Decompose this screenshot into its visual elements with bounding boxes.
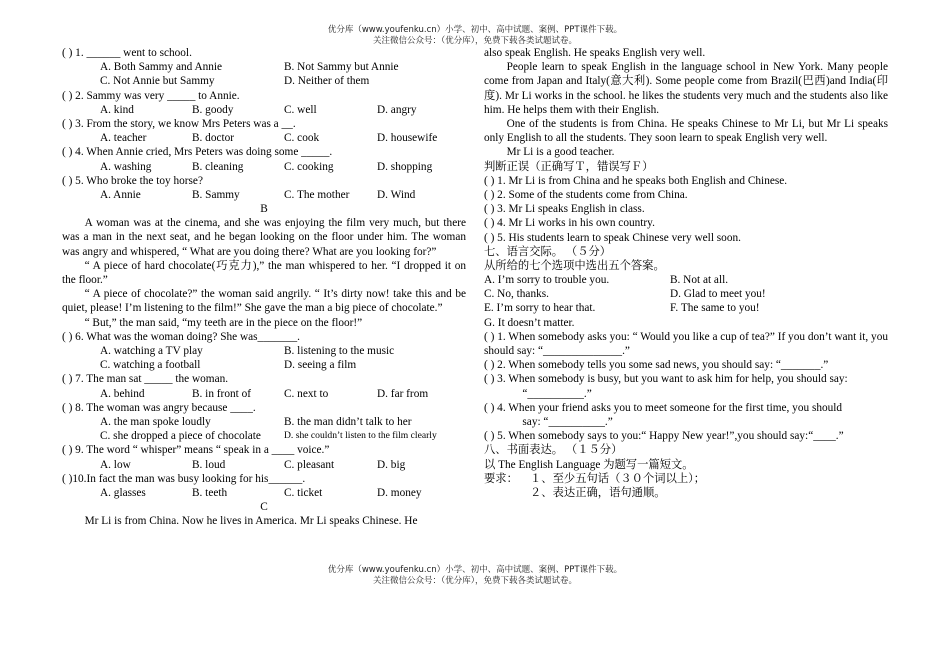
section-7-instruction: 从所给的七个选项中选出五个答案。 bbox=[484, 259, 665, 272]
dialogue-question-4-answer: say: “__________.” bbox=[522, 416, 613, 429]
option-b: B. loud bbox=[192, 458, 226, 471]
left-column bbox=[62, 46, 466, 529]
question-3-stem: ( ) 3. From the story, we know Mrs Peters was a __. bbox=[62, 117, 296, 130]
passage-b-paragraph-2: “ A piece of hard chocolate(巧克力),” the man whispered to her. “I dropped it on the floor.” bbox=[62, 259, 466, 287]
passage-c-paragraph-3: One of the students is from China. He speaks Chinese to Mr Li, but Mr Li speaks only English to all the students. They soon learn to speak English very well. bbox=[484, 118, 888, 145]
option-a: A. the man spoke loudly bbox=[100, 416, 211, 428]
dialogue-options-row-3 bbox=[484, 301, 888, 315]
requirement-label: 要求： bbox=[484, 472, 518, 485]
option-c: C. watching a football bbox=[100, 359, 201, 372]
option-b: B. the man didn’t talk to her bbox=[284, 416, 412, 428]
dialogue-option-f: F. The same to you! bbox=[670, 302, 760, 315]
option-d: D. Neither of them bbox=[284, 75, 370, 88]
section-8-topic: 以 The English Language 为题写一篇短文。 bbox=[484, 458, 694, 471]
page-footer bbox=[0, 565, 950, 587]
option-c: C. Not Annie but Sammy bbox=[100, 75, 215, 88]
question-10-stem: ( )10.In fact the man was busy looking for his______. bbox=[62, 472, 306, 485]
option-b: B. Sammy bbox=[192, 188, 240, 201]
dialogue-question-5: ( ) 5. When somebody says to you:“ Happy New year!”,you should say:“____.” bbox=[484, 430, 844, 443]
true-false-item-5: ( ) 5. His students learn to speak Chinese very well soon. bbox=[484, 231, 741, 244]
passage-b-paragraph-3: “ A piece of chocolate?” the woman said angrily. “ It’s dirty now! take this and be quiet, please! I’m listening to the film!” She gave the man a big piece of chocolate.” bbox=[62, 288, 466, 315]
question-6-options-row-1 bbox=[62, 344, 466, 358]
question-6-stem: ( ) 6. What was the woman doing? She was_______. bbox=[62, 330, 300, 343]
option-c: C. ticket bbox=[284, 486, 323, 499]
option-d: D. angry bbox=[377, 103, 417, 116]
dialogue-question-1: ( ) 1. When somebody asks you: “ Would you like a cup of tea?” If you don’t want it, you should say: “______________.” bbox=[484, 330, 888, 358]
true-false-title: 判断正误（正确写Ｔ，错误写Ｆ） bbox=[484, 160, 654, 173]
true-false-item-4: ( ) 4. Mr Li works in his own country. bbox=[484, 217, 655, 230]
dialogue-option-c: C. No, thanks. bbox=[484, 288, 549, 301]
dialogue-options-row-1 bbox=[484, 273, 888, 287]
header-line-2: 关注微信公众号：（优分库），免费下载各类试题试卷。 bbox=[372, 36, 577, 46]
right-column bbox=[484, 46, 888, 500]
passage-c-paragraph-1-end: also speak English. He speaks English very well. bbox=[484, 47, 706, 59]
dialogue-option-b: B. Not at all. bbox=[670, 274, 729, 287]
option-a: A. glasses bbox=[100, 486, 146, 499]
question-8-options-row-1 bbox=[62, 415, 466, 429]
option-d: D. far from bbox=[377, 387, 429, 400]
option-b: B. listening to the music bbox=[284, 345, 395, 358]
option-d: D. housewife bbox=[377, 132, 438, 145]
question-6-options-row-2 bbox=[62, 358, 466, 372]
requirement-2-text: ２、表达正确，语句通顺。 bbox=[530, 486, 666, 499]
option-c: C. cook bbox=[284, 132, 320, 145]
footer-line-2: 关注微信公众号：（优分库），免费下载各类试题试卷。 bbox=[372, 576, 577, 586]
passage-c-paragraph-1-start: Mr Li is from China. Now he lives in America. Mr Li speaks Chinese. He bbox=[84, 515, 418, 528]
question-1-options-row-1 bbox=[62, 60, 466, 74]
header-line-1: 优分库（www.youfenku.cn）小学、初中、高中试题、案例、PPT课件下载。 bbox=[327, 25, 623, 35]
dialogue-options-row-2 bbox=[484, 287, 888, 301]
section-8-requirement-2 bbox=[484, 486, 888, 500]
section-c-heading: C bbox=[260, 501, 268, 514]
dialogue-option-g: G. It doesn’t matter. bbox=[484, 316, 575, 329]
option-d: D. shopping bbox=[377, 160, 433, 173]
question-1-stem: ( ) 1. ______ went to school. bbox=[62, 47, 192, 59]
option-b: B. Not Sammy but Annie bbox=[284, 61, 399, 74]
question-9-stem: ( ) 9. The word “ whisper” means “ speak in a ____ voice.” bbox=[62, 444, 330, 457]
option-c: C. The mother bbox=[284, 188, 350, 201]
question-2-stem: ( ) 2. Sammy was very _____ to Annie. bbox=[62, 89, 240, 102]
option-c: C. cooking bbox=[284, 160, 334, 173]
dialogue-question-4: ( ) 4. When your friend asks you to meet someone for the first time, you should bbox=[484, 401, 843, 414]
option-b: B. goody bbox=[192, 103, 234, 116]
option-a: A. watching a TV play bbox=[100, 345, 203, 358]
requirement-1-text: １、至少五句话（３０个词以上）； bbox=[530, 472, 706, 485]
option-c: C. she dropped a piece of chocolate bbox=[100, 430, 261, 443]
dialogue-question-3-answer: “__________.” bbox=[522, 387, 592, 400]
option-d: D. Wind bbox=[377, 188, 416, 201]
question-5-options bbox=[62, 188, 466, 202]
option-a: A. kind bbox=[100, 103, 134, 116]
option-c: C. pleasant bbox=[284, 458, 335, 471]
option-c: C. well bbox=[284, 103, 317, 116]
option-a: A. Annie bbox=[100, 188, 141, 201]
dialogue-option-e: E. I’m sorry to hear that. bbox=[484, 302, 596, 315]
question-7-options bbox=[62, 387, 466, 401]
dialogue-question-3: ( ) 3. When somebody is busy, but you want to ask him for help, you should say: bbox=[484, 373, 848, 386]
option-b: B. teeth bbox=[192, 486, 228, 499]
page-header bbox=[0, 25, 950, 47]
question-4-stem: ( ) 4. When Annie cried, Mrs Peters was doing some _____. bbox=[62, 146, 333, 159]
option-a: A. low bbox=[100, 458, 131, 471]
question-8-options-row-2 bbox=[62, 429, 466, 443]
option-b: B. cleaning bbox=[192, 160, 244, 173]
true-false-item-2: ( ) 2. Some of the students come from China. bbox=[484, 188, 688, 201]
footer-line-1: 优分库（www.youfenku.cn）小学、初中、高中试题、案例、PPT课件下载。 bbox=[327, 565, 623, 575]
section-8-title: 八、书面表达。 （１５分） bbox=[484, 444, 623, 457]
option-a: A. Both Sammy and Annie bbox=[100, 61, 223, 74]
option-b: B. in front of bbox=[192, 387, 251, 400]
option-d: D. money bbox=[377, 486, 422, 499]
option-a: A. washing bbox=[100, 160, 152, 173]
option-d: D. she couldn’t listen to the film clearly bbox=[284, 430, 437, 442]
option-d: D. seeing a film bbox=[284, 359, 357, 372]
passage-b-paragraph-1: A woman was at the cinema, and she was enjoying the film very much, but there was a man in the next seat, and he began looking on the floor under him. The woman was angry and whispered, “ What are you doing there? What are you looking for?” bbox=[62, 217, 466, 258]
question-5-stem: ( ) 5. Who broke the toy horse? bbox=[62, 174, 203, 187]
section-8-requirement-1 bbox=[484, 472, 888, 486]
section-7-title: 七、语言交际。 （５分） bbox=[484, 245, 612, 258]
passage-c-paragraph-2: People learn to speak English in the language school in New York. Many people come from Japan and Italy(意大利). Some people come from Brazil(巴西)and India(印度). Mr Li works in the school. he likes the students very much and the students also like him. He helps them with their English. bbox=[484, 61, 888, 116]
question-1-options-row-2 bbox=[62, 74, 466, 88]
question-3-options bbox=[62, 131, 466, 145]
question-7-stem: ( ) 7. The man sat _____ the woman. bbox=[62, 373, 229, 386]
option-a: A. behind bbox=[100, 387, 145, 400]
option-b: B. doctor bbox=[192, 132, 235, 145]
true-false-item-1: ( ) 1. Mr Li is from China and he speaks both English and Chinese. bbox=[484, 174, 788, 187]
true-false-item-3: ( ) 3. Mr Li speaks English in class. bbox=[484, 203, 645, 216]
section-b-heading: B bbox=[260, 203, 268, 216]
option-c: C. next to bbox=[284, 387, 329, 400]
dialogue-option-d: D. Glad to meet you! bbox=[670, 288, 766, 301]
dialogue-option-a: A. I’m sorry to trouble you. bbox=[484, 274, 610, 287]
passage-b-paragraph-4: “ But,” the man said, “my teeth are in the piece on the floor!” bbox=[84, 316, 363, 329]
passage-c-paragraph-4: Mr Li is a good teacher. bbox=[506, 146, 615, 159]
dialogue-question-2: ( ) 2. When somebody tells you some sad news, you should say: “_______.” bbox=[484, 359, 829, 372]
question-10-options bbox=[62, 486, 466, 500]
option-d: D. big bbox=[377, 458, 406, 471]
option-a: A. teacher bbox=[100, 132, 147, 145]
question-4-options bbox=[62, 160, 466, 174]
question-8-stem: ( ) 8. The woman was angry because ____. bbox=[62, 401, 256, 414]
question-9-options bbox=[62, 458, 466, 472]
question-2-options bbox=[62, 103, 466, 117]
